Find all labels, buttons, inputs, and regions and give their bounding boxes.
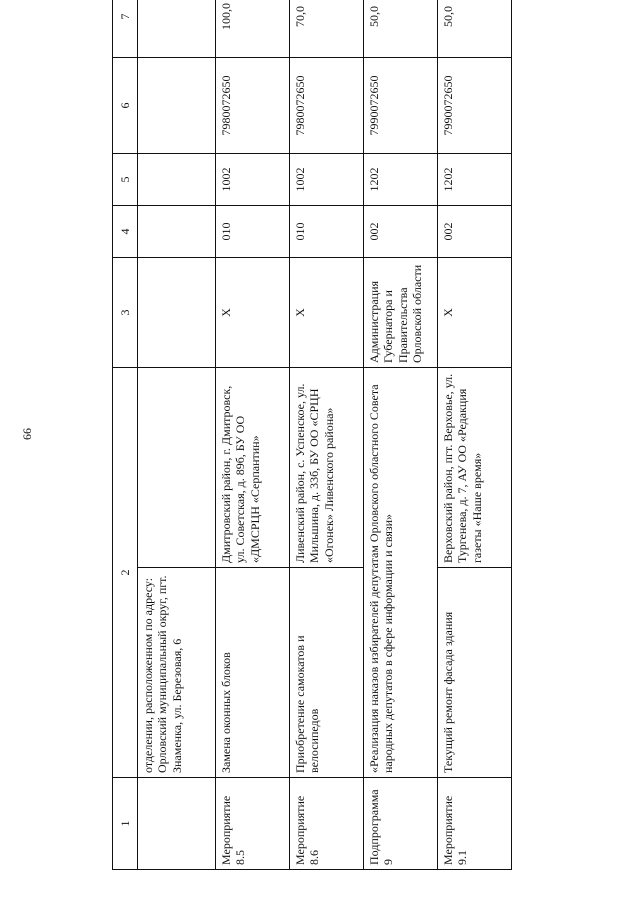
cell-c3: Х xyxy=(438,258,512,368)
cell-c5: 1202 xyxy=(364,154,438,206)
cell-c2a: Замена оконных блоков xyxy=(216,568,290,778)
table-row xyxy=(216,0,290,870)
cell-c7: 70,0 xyxy=(290,0,364,58)
cell-c4: 010 xyxy=(290,206,364,258)
cell-c4: 010 xyxy=(216,206,290,258)
rotated-table-container xyxy=(112,3,510,870)
cell-c3: Администрация Губернатора и Правительства Орловской области xyxy=(364,258,438,368)
header-cell: 5 xyxy=(113,154,138,206)
header-cell: 1 xyxy=(113,778,138,870)
cell-c4: 002 xyxy=(438,206,512,258)
header-cell: 3 xyxy=(113,258,138,368)
cell-c5 xyxy=(138,154,216,206)
cell-c1: Подпрограмма 9 xyxy=(364,778,438,870)
cell-c1: Мероприятие 8.6 xyxy=(290,778,364,870)
table-row xyxy=(438,0,512,870)
header-cell: 7 xyxy=(113,0,138,58)
budget-table xyxy=(112,0,512,870)
cell-c2b: Верховский район, пгт. Верховье, ул. Тургенева, д. 7, АУ ОО «Редакция газеты «Наше время» xyxy=(438,368,512,568)
header-cell: 2 xyxy=(113,368,138,778)
cell-c2a: отделении, расположенном по адресу: Орловский муниципальный округ, пгт. Знаменка, ул. Березовая, 6 xyxy=(138,568,216,778)
cell-c5: 1002 xyxy=(290,154,364,206)
table-row xyxy=(364,0,438,870)
cell-c6: 7990072650 xyxy=(438,58,512,154)
cell-c6: 7980072650 xyxy=(216,58,290,154)
cell-c2: «Реализация наказов избирателей депутатам Орловского областного Совета народных депутатов в сфере информации и связи» xyxy=(364,368,438,778)
cell-c2b: Дмитровский район, г. Дмитровск, ул. Советская, д. 89б, БУ ОО «ДМСРЦН «Серпантин» xyxy=(216,368,290,568)
cell-c7: 50,0 xyxy=(438,0,512,58)
cell-c7 xyxy=(138,0,216,58)
header-cell: 6 xyxy=(113,58,138,154)
cell-c4: 002 xyxy=(364,206,438,258)
cell-c7: 100,0 xyxy=(216,0,290,58)
header-row xyxy=(113,0,138,870)
cell-c4 xyxy=(138,206,216,258)
cell-c6 xyxy=(138,58,216,154)
cell-c3: Х xyxy=(216,258,290,368)
cell-c1 xyxy=(138,778,216,870)
cell-c1: Мероприятие 8.5 xyxy=(216,778,290,870)
cell-c7: 50,0 xyxy=(364,0,438,58)
cell-c5: 1202 xyxy=(438,154,512,206)
cell-c2a: Текущий ремонт фасада здания xyxy=(438,568,512,778)
cell-c2a: Приобретение самокатов и велосипедов xyxy=(290,568,364,778)
cell-c2b xyxy=(138,368,216,568)
cell-c2b: Ливенский район, с. Успенское, ул. Мильшина, д. 33б, БУ ОО «СРЦН «Огонек» Ливенского района» xyxy=(290,368,364,568)
header-cell: 4 xyxy=(113,206,138,258)
cell-c6: 7990072650 xyxy=(364,58,438,154)
cell-c3: Х xyxy=(290,258,364,368)
page-number: 66 xyxy=(20,428,34,440)
table-row xyxy=(138,0,216,870)
cell-c1: Мероприятие 9.1 xyxy=(438,778,512,870)
cell-c5: 1002 xyxy=(216,154,290,206)
table-row xyxy=(290,0,364,870)
cell-c3 xyxy=(138,258,216,368)
cell-c6: 7980072650 xyxy=(290,58,364,154)
